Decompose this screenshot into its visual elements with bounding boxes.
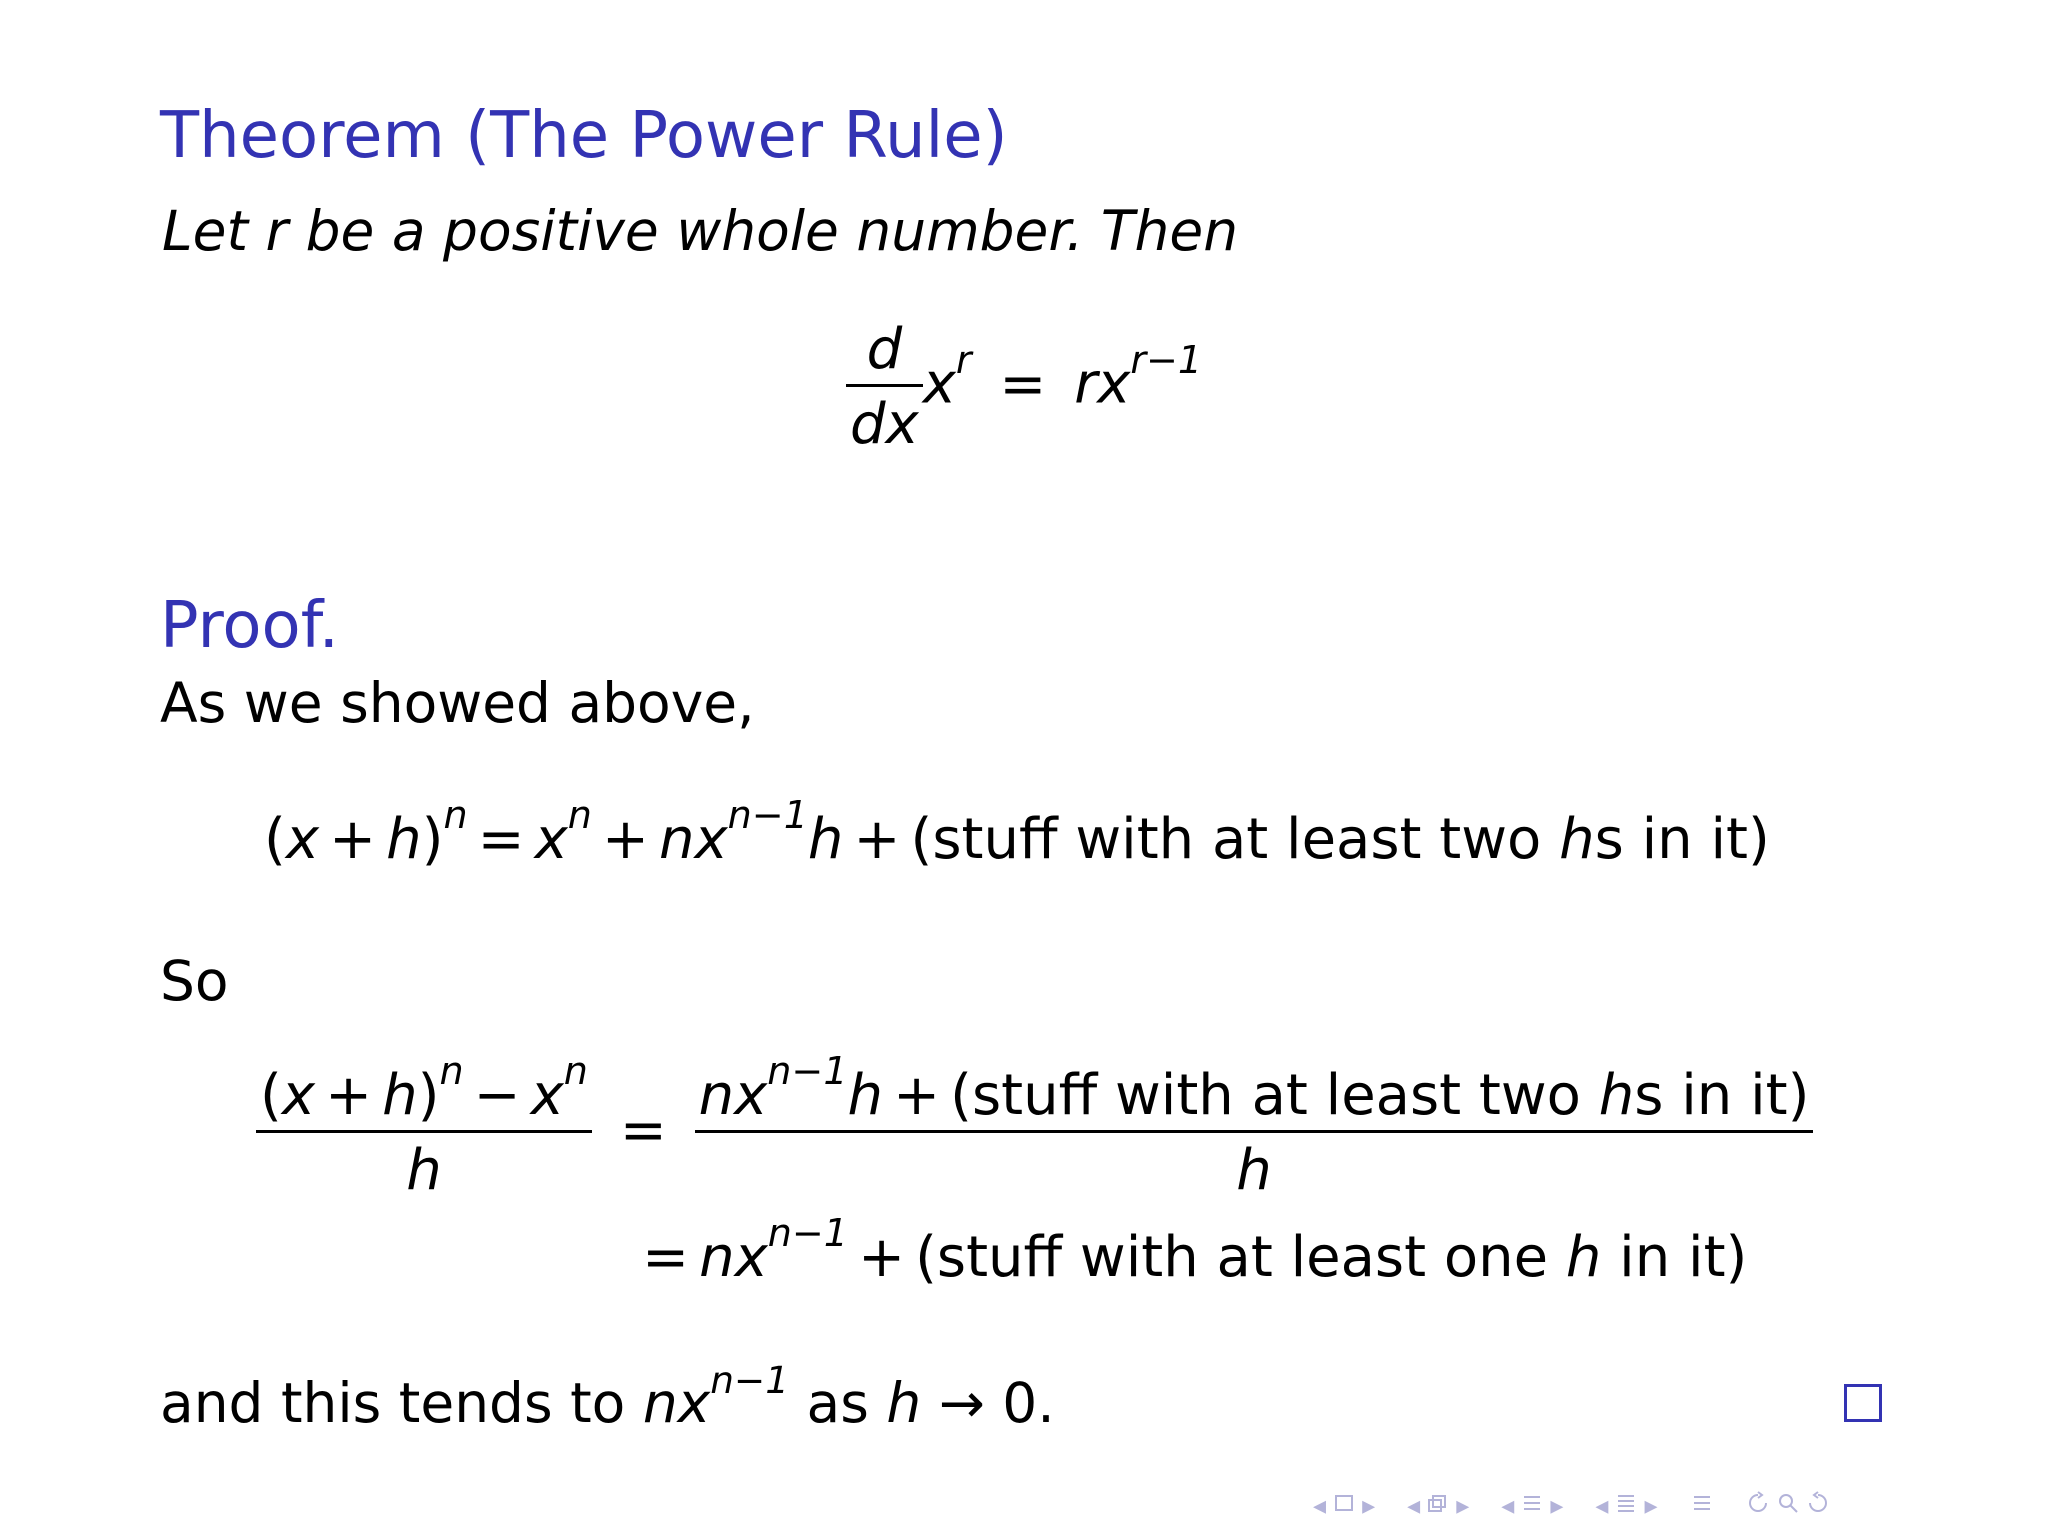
align-group (1687, 1491, 1717, 1522)
exponent-n-minus-1: n−1 (727, 793, 808, 838)
var-h: h (382, 1063, 418, 1128)
navigation-bar (1310, 1488, 1859, 1524)
equals-sign: = (477, 807, 525, 872)
binomial-expansion (264, 793, 1770, 872)
var-x: x (534, 807, 568, 872)
plus-sign: + (893, 1063, 941, 1128)
so-label (160, 949, 229, 1013)
var-n: n (699, 1225, 735, 1290)
theorem-title-text: Theorem (The Power Rule) (160, 99, 1008, 173)
stuff-text: (stuff with at least two (910, 807, 1560, 872)
stuff-text-end: s in it) (1634, 1063, 1810, 1128)
stuff-text-end: s in it) (1594, 807, 1770, 872)
var-h: h (1559, 807, 1595, 872)
stuff-text: (stuff with at least two (950, 1063, 1599, 1128)
proof-title (160, 589, 339, 663)
tools-group (1743, 1491, 1833, 1522)
exponent-n: n (567, 793, 592, 838)
paren-open: ( (260, 1063, 282, 1128)
var-n: n (698, 1063, 735, 1128)
var-h: h (847, 1063, 884, 1128)
var-x: x (734, 1225, 768, 1290)
proof-title-text: Proof. (160, 589, 339, 663)
back-icon[interactable] (1743, 1491, 1773, 1522)
subsection-icon[interactable] (1423, 1491, 1453, 1522)
document-nav-group (1592, 1491, 1660, 1522)
fraction-bar (256, 1130, 592, 1133)
align-icon[interactable] (1687, 1491, 1717, 1522)
nav-left-arrow-icon[interactable]: ◂ (1407, 1491, 1421, 1521)
theorem-statement (162, 199, 1239, 263)
plus-sign: + (325, 1063, 372, 1128)
formula-rhs-coeff: r (1074, 351, 1098, 417)
frame-nav-group (1310, 1491, 1378, 1522)
undo-icon[interactable] (1803, 1491, 1833, 1522)
theorem-title (160, 99, 1008, 173)
var-x: x (694, 807, 728, 872)
nav-right-arrow-icon[interactable]: ▸ (1456, 1491, 1470, 1521)
var-n: n (659, 807, 695, 872)
nav-right-arrow-icon[interactable]: ▸ (1644, 1491, 1658, 1521)
var-n: n (642, 1371, 678, 1435)
so-text: So (160, 949, 229, 1013)
conclusion-mid: as (789, 1371, 887, 1435)
rhs-denominator: h (1236, 1138, 1272, 1203)
var-x: x (677, 1371, 711, 1435)
nav-left-arrow-icon[interactable]: ◂ (1313, 1491, 1327, 1521)
formula-exponent: r (955, 337, 972, 382)
lhs-numerator (256, 1049, 592, 1128)
formula-rhs-base: x (1097, 351, 1131, 417)
plus-sign: + (853, 807, 901, 872)
power-rule-formula (846, 317, 1203, 457)
proof-conclusion (160, 1357, 1055, 1435)
var-h: h (886, 1371, 922, 1435)
theorem-statement-text: Let r be a positive whole number. Then (162, 199, 1239, 263)
search-icon[interactable] (1773, 1491, 1803, 1522)
nav-right-arrow-icon[interactable]: ▸ (1362, 1491, 1376, 1521)
fraction-bar (846, 384, 923, 387)
var-h: h (1598, 1063, 1635, 1128)
derivative-numerator: d (866, 317, 903, 382)
fraction-bar (695, 1130, 1814, 1133)
lhs-fraction (256, 1049, 592, 1203)
conclusion-limit: → 0. (921, 1371, 1055, 1435)
equals-sign: = (619, 1097, 667, 1163)
formula-base: x (922, 351, 956, 417)
section-nav-group (1498, 1491, 1566, 1522)
var-x: x (281, 1063, 315, 1128)
derivative-operator (846, 317, 923, 457)
subsection-nav-group (1404, 1491, 1472, 1522)
paren-close: ) (421, 807, 444, 872)
stuff-text: (stuff with at least one (915, 1225, 1566, 1290)
var-x: x (530, 1063, 564, 1128)
exponent-n: n (443, 793, 468, 838)
exponent-n-minus-1: n−1 (767, 1211, 848, 1256)
qed-square-icon (1844, 1384, 1882, 1422)
difference-quotient (256, 1049, 1813, 1203)
paren-open: ( (264, 807, 286, 872)
section-icon[interactable] (1517, 1491, 1547, 1522)
exponent-n-minus-1: n−1 (710, 1357, 790, 1402)
plus-sign: + (858, 1225, 905, 1290)
var-h: h (386, 807, 422, 872)
exponent-n: n (439, 1049, 464, 1094)
lhs-denominator: h (406, 1138, 442, 1203)
stuff-text-end: in it) (1601, 1225, 1748, 1290)
conclusion-prefix: and this tends to (160, 1371, 643, 1435)
rhs-fraction (695, 1049, 1814, 1203)
rhs-numerator (695, 1049, 1814, 1128)
var-x: x (734, 1063, 768, 1128)
nav-left-arrow-icon[interactable]: ◂ (1501, 1491, 1515, 1521)
formula-rhs-exponent: r−1 (1130, 337, 1203, 382)
formula-equals: = (999, 351, 1047, 417)
proof-intro-text: As we showed above, (160, 671, 755, 735)
equals-sign: = (642, 1225, 689, 1290)
simplified-quotient (632, 1211, 1748, 1290)
frame-icon[interactable] (1329, 1491, 1359, 1522)
exponent-n-minus-1: n−1 (767, 1049, 848, 1094)
nav-right-arrow-icon[interactable]: ▸ (1550, 1491, 1564, 1521)
nav-left-arrow-icon[interactable]: ◂ (1595, 1491, 1609, 1521)
var-h: h (807, 807, 844, 872)
exponent-n: n (563, 1049, 588, 1094)
derivative-denominator: dx (850, 392, 919, 457)
paren-close: ) (417, 1063, 440, 1128)
document-icon[interactable] (1611, 1491, 1641, 1522)
minus-sign: − (473, 1063, 521, 1128)
proof-intro (160, 671, 755, 735)
var-h: h (1565, 1225, 1602, 1290)
plus-sign: + (329, 807, 376, 872)
var-x: x (285, 807, 319, 872)
plus-sign: + (602, 807, 649, 872)
